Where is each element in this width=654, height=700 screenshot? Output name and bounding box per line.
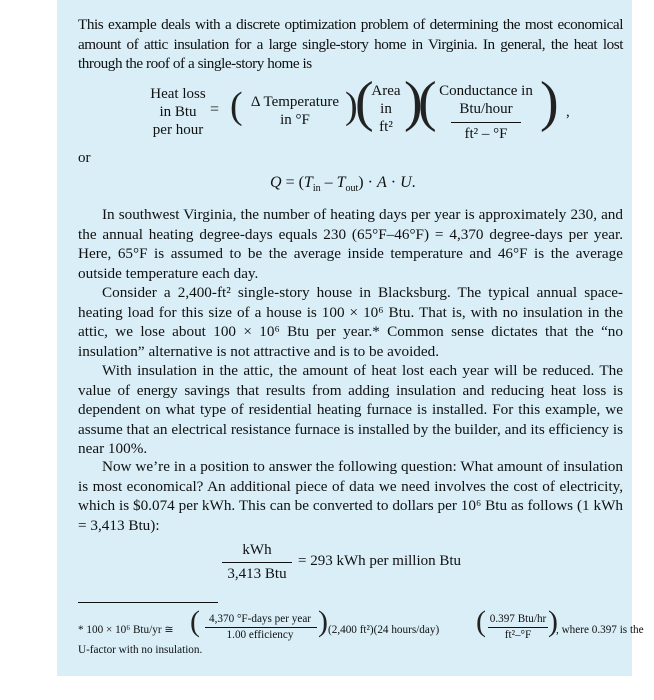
conversion-fraction-bar <box>222 562 292 563</box>
footnote-tail: , where 0.397 is the <box>556 624 644 636</box>
footnote-frac2-denominator: ft²–°F <box>504 629 532 641</box>
footnote-frac1-numerator: 4,370 °F-days per year <box>208 613 312 625</box>
consider-paragraph <box>78 283 623 361</box>
footnote-lead: * 100 × 10⁶ Btu/yr ≅ <box>78 624 174 636</box>
temperature-term <box>240 93 350 129</box>
footnote-left-paren-1: ( <box>190 605 200 638</box>
now-text: Now we’re in a position to answer the following question: What amount of insulation is most economical? An additional piece of data we need involves the cost of electricity, which is $0.074 per kWh. This can be converted to dollars per 10⁶ Btu as follows (1 kWh = 3,413 Btu): <box>78 458 623 534</box>
right-paren-conductance: ) <box>540 71 559 133</box>
temperature-line-2: in °F <box>280 112 310 128</box>
area-term <box>366 82 406 136</box>
equation-lhs <box>140 85 216 139</box>
right-paren-temp: ) <box>345 85 358 127</box>
lhs-line-2: in Btu <box>159 104 197 120</box>
consider-text: Consider a 2,400-ft² single-story house in Blacksburg. The typical annual space-heating load for this size of a house is 100 × 10⁶ Btu. That is, with no insulation in the attic, we lose about 100 × 10⁶ Btu per year.* Common sense dictates that the “no insulation” alternative is not attractive and is to be avoided. <box>78 284 623 360</box>
intro-paragraph <box>78 15 623 74</box>
left-paren-temp: ( <box>230 85 243 127</box>
footnote-rule <box>78 602 218 603</box>
footnote-frac2-numerator: 0.397 Btu/hr <box>489 613 547 625</box>
right-paren-area: ) <box>404 71 423 133</box>
footnote-right-paren-1: ) <box>318 605 328 638</box>
q-equation: $Q = (T_{in} - T_{out}) \cdot A \cdot U$. <box>270 174 416 195</box>
with-insulation-text: With insulation in the attic, the amount of heat lost each year will be reduced. The value of energy savings that results from adding insulation and reducing heat loss is dependent on what type of residential heating furnace is installed. For this example, we assume that an electrical resistance furnace is installed by the builder, and its efficiency is near 100%. <box>78 362 623 458</box>
area-line-3: ft² <box>379 119 393 135</box>
conductance-line-3: ft² – °F <box>451 122 521 143</box>
equation-comma: , <box>566 104 570 120</box>
southwest-paragraph <box>78 205 623 283</box>
footnote-frac1-denominator: 1.00 efficiency <box>226 629 294 641</box>
footnote-line-2: U-factor with no insulation. <box>78 644 203 656</box>
temperature-line-1: Δ Temperature <box>250 94 340 110</box>
left-paren-area: ( <box>355 71 374 133</box>
conductance-line-2: Btu/hour <box>459 101 513 117</box>
lhs-line-1: Heat loss <box>150 86 206 102</box>
conductance-term <box>430 82 542 143</box>
with-insulation-paragraph <box>78 361 623 459</box>
footnote-right-paren-2: ) <box>548 605 558 638</box>
footnote-left-paren-2: ( <box>476 605 486 638</box>
conductance-line-1: Conductance in <box>439 83 533 99</box>
or-label: or <box>78 150 91 166</box>
lhs-line-3: per hour <box>152 122 204 138</box>
conversion-denominator: 3,413 Btu <box>227 566 287 582</box>
conversion-result: = 293 kWh per million Btu <box>298 553 462 569</box>
left-paren-conductance: ( <box>418 71 437 133</box>
conversion-numerator: kWh <box>242 542 272 558</box>
equals-sign: = <box>210 101 220 118</box>
now-paragraph <box>78 457 623 535</box>
area-line-1: Area <box>371 83 401 99</box>
southwest-text: In southwest Virginia, the number of heating days per year is approximately 230, and the annual heating degree-days equals 230 (65°F–46°F) = 4,370 degree-days per year. Here, 65°F is assumed to be the average inside temperature and 46°F is the average outside temperature each day. <box>78 206 623 282</box>
footnote-middle: (2,400 ft²)(24 hours/day) <box>328 624 440 636</box>
area-line-2: in <box>380 101 392 117</box>
intro-text: This example deals with a discrete optimization problem of determining the most economical amount of attic insulation for a large single-story home in Virginia. In general, the heat lost through the roof of a single-story home is <box>78 16 623 73</box>
